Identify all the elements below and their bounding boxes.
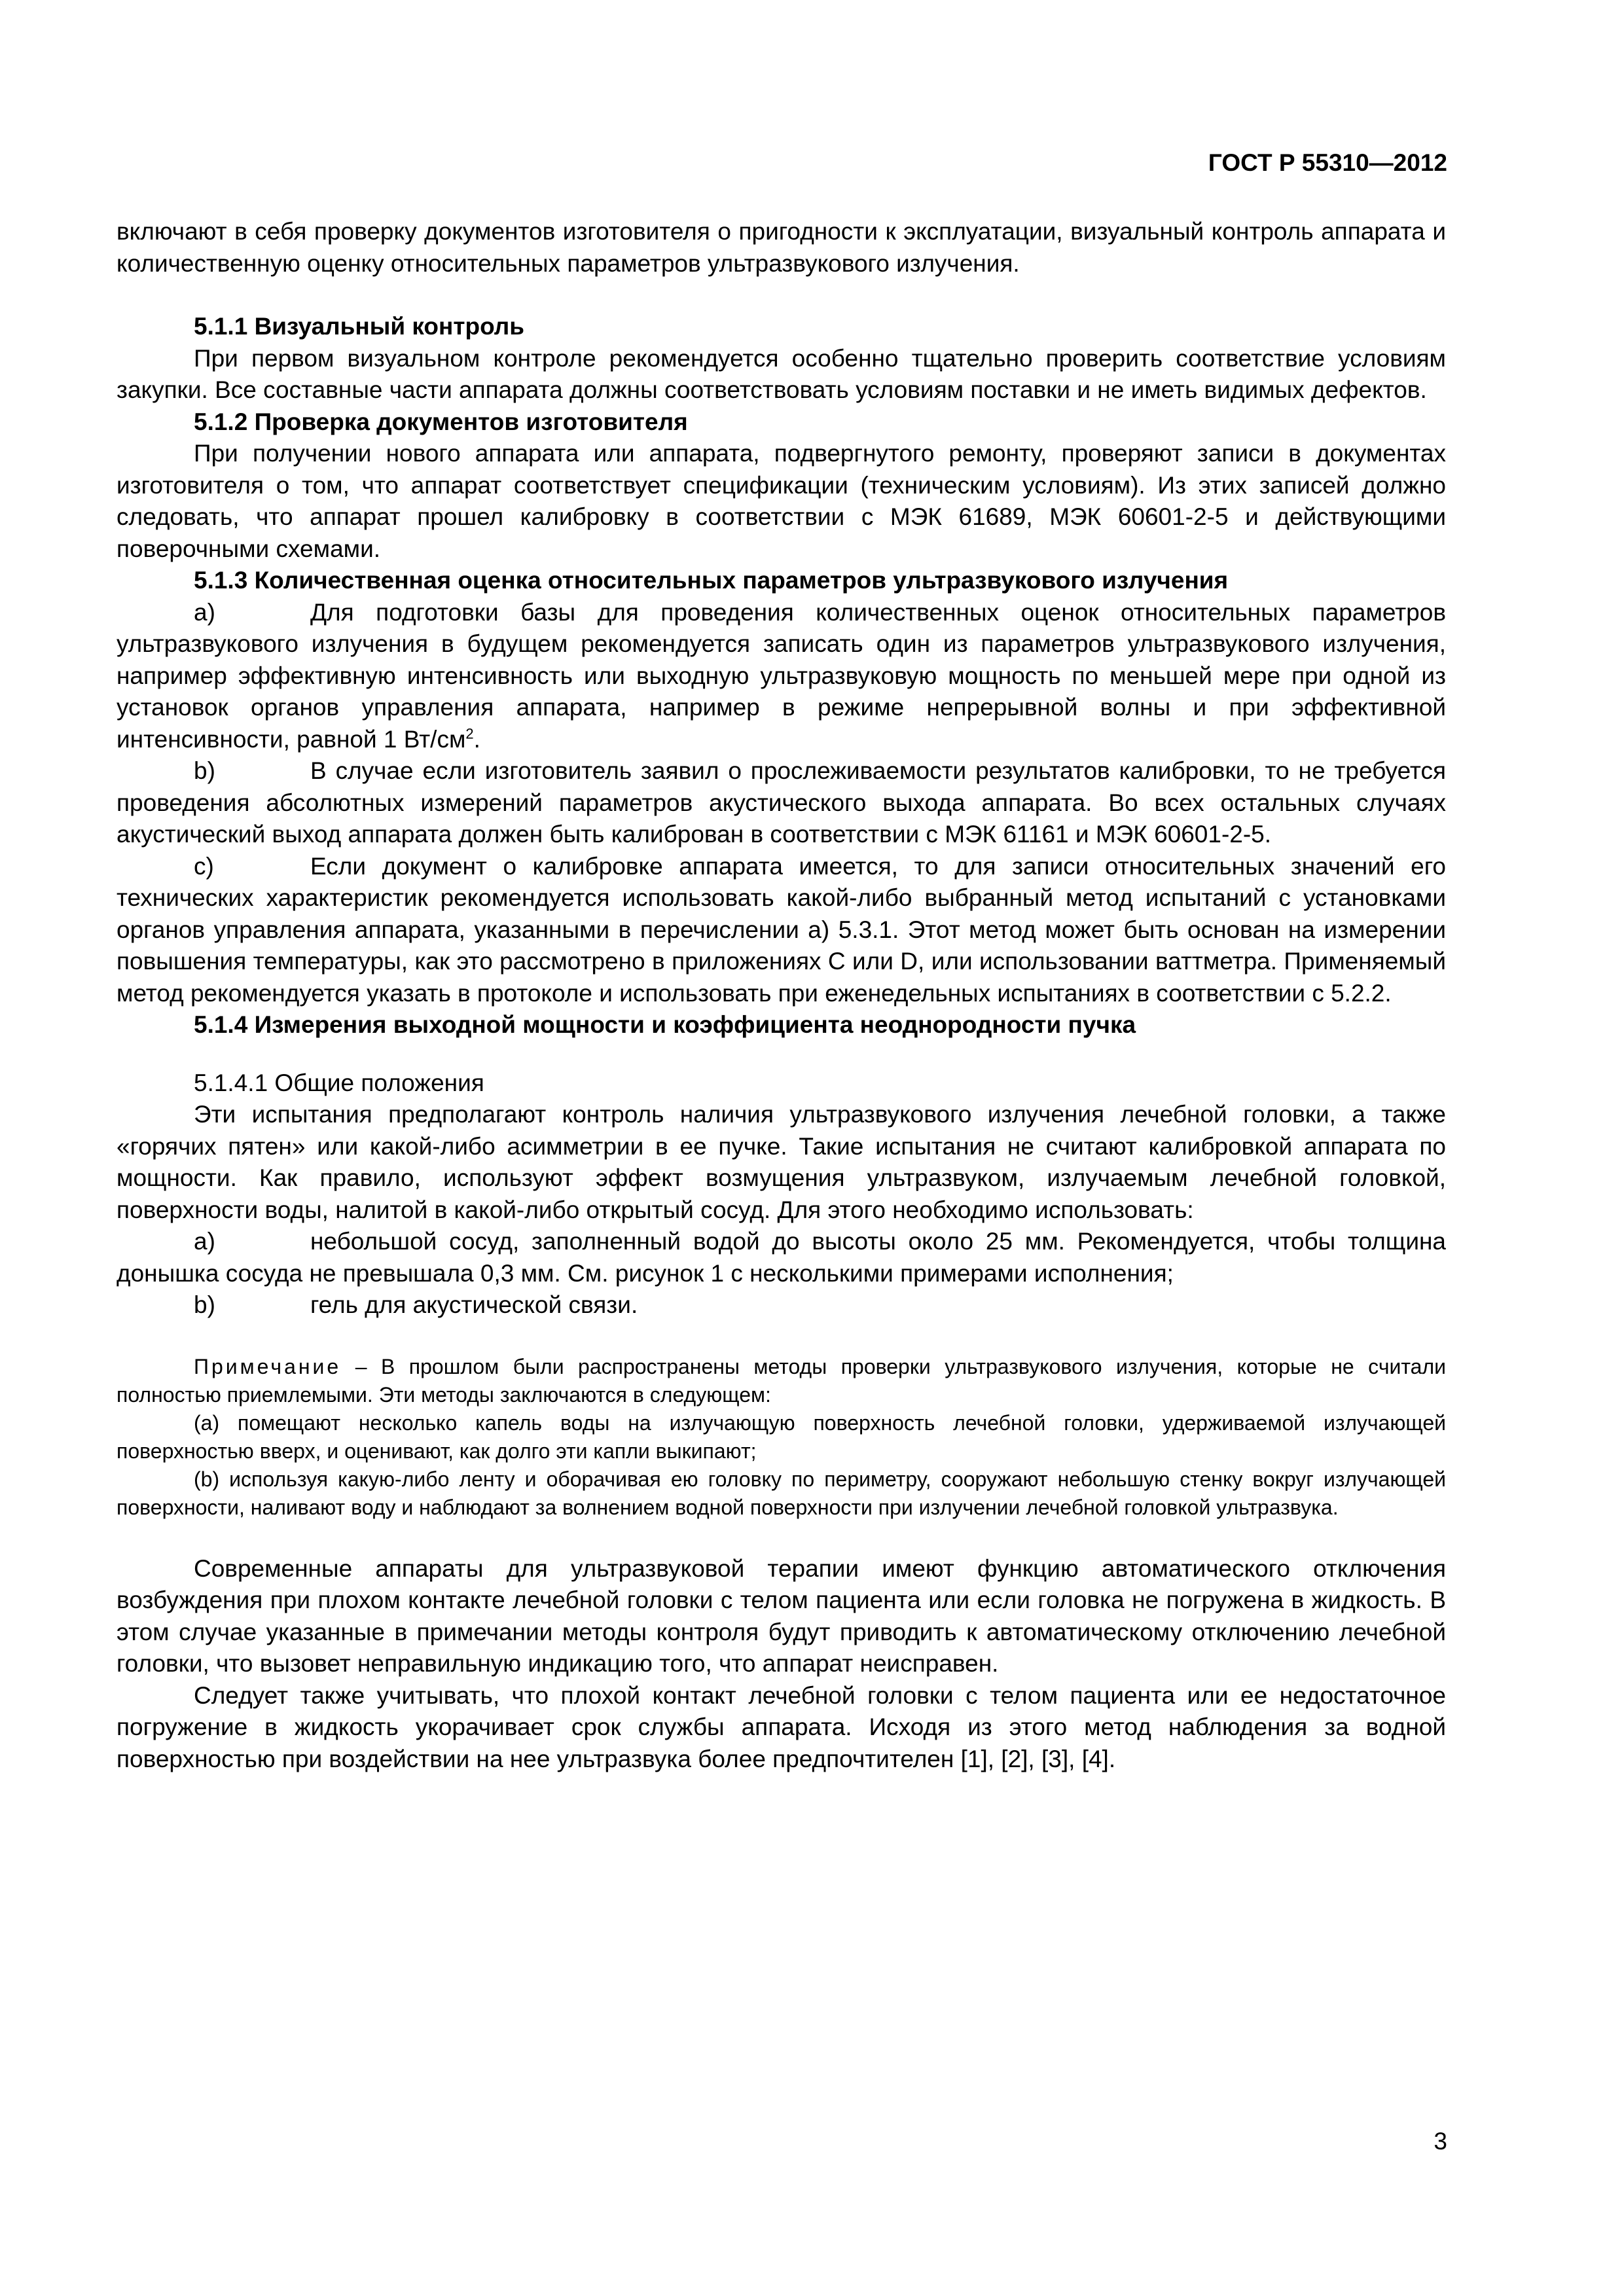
list-marker: а): [194, 598, 215, 626]
equipment-item-a: [117, 1226, 1446, 1289]
section-5-1-4-heading: 5.1.4 Измерения выходной мощности и коэффициента неоднородности пучка: [194, 1011, 1136, 1038]
note-item-b: (b) используя какую-либо ленту и оборачивая ею головку по периметру, сооружают небольшую стенку вокруг излучающей поверхности, наливают воду и наблюдают за волнением водной поверхности при излучении лечебной головкой ультразвука.: [117, 1467, 1446, 1519]
section-5-1-1-heading: 5.1.1 Визуальный контроль: [194, 313, 525, 340]
note-intro: [117, 1353, 1446, 1409]
section-5-1-4-1-text: Эти испытания предполагают контроль наличия ультразвукового излучения лечебной головки, а также «горячих пятен» или какой-либо асимметрии в ее пучке. Такие испытания не считают калибровкой аппарата по мощности. Как правило, используют эффект возмущения ультразвуком, излучаемым лечебной головкой, поверхности воды, налитой в какой-либо открытый сосуд. Для этого необходимо использовать:: [117, 1101, 1446, 1223]
document-code-header: ГОСТ Р 55310—2012: [1208, 149, 1447, 176]
list-item-text: В случае если изготовитель заявил о прослеживаемости результатов калибровки, то не требуется проведения абсолютных измерений параметров акустического выхода аппарата. Во всех остальных случаях акустический выход аппарата должен быть калиброван в соответствии с МЭК 61161 и МЭК 60601-2-5.: [117, 757, 1446, 848]
list-item-text: Если документ о калибровке аппарата имеется, то для записи относительных значений его технических характеристик рекомендуется использовать какой-либо выбранный метод испытаний с установками органов управления аппарата, указанными в перечислении а) 5.3.1. Этот метод может быть основан на измерении повышения температуры, как это рассмотрено в приложениях С или D, или использовании ваттметра. Применяемый метод рекомендуется указать в протоколе и использовать при еженедельных испытаниях в соответствии с 5.2.2.: [117, 852, 1446, 1007]
document-body: [117, 216, 1446, 1775]
note-block: [117, 1353, 1446, 1522]
note-item-a: (a) помещают несколько капель воды на излучающую поверхность лечебной головки, удерживаемой излучающей поверхностью вверх, и оценивают, как долго эти капли выкипают;: [117, 1410, 1446, 1463]
list-item-text: небольшой сосуд, заполненный водой до высоты около 25 мм. Рекомендуется, чтобы толщина донышка сосуда не превышала 0,3 мм. См. рисунок 1 с несколькими примерами исполнения;: [117, 1228, 1446, 1287]
list-item-end: .: [473, 725, 480, 753]
list-item-text: гель для акустической связи.: [310, 1291, 638, 1318]
intro-paragraph: включают в себя проверку документов изготовителя о пригодности к эксплуатации, визуальный контроль аппарата и количественную оценку относительных параметров ультразвукового излучения.: [117, 218, 1446, 277]
list-marker: b): [194, 757, 215, 784]
page-number: 3: [1434, 2128, 1447, 2155]
note-label: Примечание: [194, 1354, 342, 1378]
closing-paragraph-1: Современные аппараты для ультразвуковой терапии имеют функцию автоматического отключения возбуждения при плохом контакте лечебной головки с телом пациента или если головка не погружена в жидкость. В этом случае указанные в примечании методы контроля будут приводить к автоматическому отключению лечебной головки, что вызовет неправильную индикацию того, что аппарат неисправен.: [117, 1554, 1446, 1677]
list-marker: а): [194, 1228, 215, 1255]
list-item-b: [117, 755, 1446, 851]
list-item-c: [117, 851, 1446, 1010]
section-5-1-4-1-heading: 5.1.4.1 Общие положения: [194, 1069, 484, 1096]
superscript: 2: [465, 725, 474, 742]
section-5-1-2-text: При получении нового аппарата или аппарата, подвергнутого ремонту, проверяют записи в документах изготовителя о том, что аппарат соответствует спецификации (техническим условиям). Из этих записей должно следовать, что аппарат прошел калибровку в соответствии с МЭК 61689, МЭК 60601-2-5 и действующими поверочными схемами.: [117, 440, 1446, 562]
list-marker: b): [194, 1291, 215, 1318]
note-text: – В прошлом были распространены методы проверки ультразвукового излучения, которые не считали полностью приемлемыми. Эти методы заключаются в следующем:: [117, 1354, 1446, 1407]
list-item-a: [117, 597, 1446, 756]
closing-paragraph-2: Следует также учитывать, что плохой контакт лечебной головки с телом пациента или ее недостаточное погружение в жидкость укорачивает срок службы аппарата. Исходя из этого метод наблюдения за водной поверхностью при воздействии на нее ультразвука более предпочтителен [1], [2], [3], [4].: [117, 1681, 1446, 1772]
section-5-1-3-heading: 5.1.3 Количественная оценка относительных параметров ультразвукового излучения: [194, 567, 1229, 594]
section-5-1-1-text: При первом визуальном контроле рекомендуется особенно тщательно проверить соответствие условиям закупки. Все составные части аппарата должны соответствовать условиям поставки и не иметь видимых дефектов.: [117, 344, 1446, 403]
equipment-item-b: [117, 1289, 1446, 1321]
list-marker: с): [194, 852, 214, 880]
list-item-text: Для подготовки базы для проведения количественных оценок относительных параметров ультразвукового излучения в будущем рекомендуется записать один из параметров ультразвукового излучения, например эффективную интенсивность или выходную ультразвуковую мощность по меньшей мере при одной из установок органов управления аппарата, например в режиме непрерывной волны и при эффективной интенсивности, равной 1 Вт/см: [117, 598, 1446, 753]
section-5-1-2-heading: 5.1.2 Проверка документов изготовителя: [194, 408, 688, 435]
